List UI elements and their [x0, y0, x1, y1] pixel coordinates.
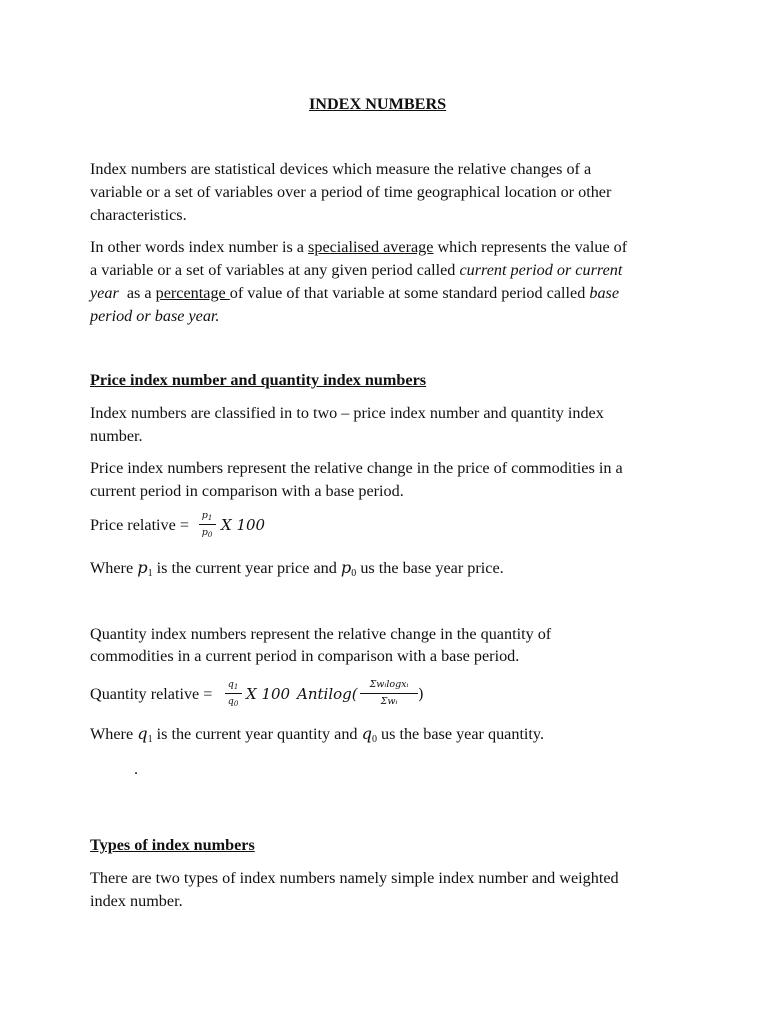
- quantity-numerator: $q_1$: [227, 679, 239, 691]
- definition-line-3: year as a percentage of value of that variable at some standard period called base: [90, 284, 620, 302]
- quantity-denominator: $q_0$: [227, 696, 239, 708]
- percentage-term: percentage: [155, 284, 230, 302]
- price-index-desc-line-1: Price index numbers represent the relative change in the price of commodities in a: [90, 459, 623, 477]
- price-where-line: Where $p_1$ is the current year price and $p_0$ us the base year price.: [90, 558, 504, 579]
- price-index-desc-line-2: current period in comparison with a base period.: [90, 482, 404, 500]
- section-heading-types: Types of index numbers: [90, 836, 255, 854]
- quantity-index-desc-line-2: commodities in a current period in comparison with a base period.: [90, 647, 520, 665]
- price-times-100: X 100: [221, 516, 266, 534]
- specialised-average-term: specialised average: [308, 238, 434, 256]
- price-numerator: $p_1$: [201, 510, 213, 522]
- intro-line-2: variable or a set of variables over a period of time geographical location or other: [90, 183, 612, 201]
- definition-line-4: period or base year.: [90, 307, 220, 325]
- stray-dot: .: [134, 760, 139, 778]
- antilog-numerator: Σwᵢlogxᵢ: [369, 679, 409, 690]
- quantity-times-100: X 100: [246, 685, 295, 703]
- definition-line-1: In other words index number is a specialised average which represents the value of: [90, 238, 628, 256]
- classified-line-2: number.: [90, 427, 143, 445]
- quantity-fraction-bar: [225, 693, 242, 694]
- intro-line-1: Index numbers are statistical devices which measure the relative changes of a: [90, 160, 592, 178]
- price-fraction-bar: [199, 524, 216, 525]
- section-heading-price-quantity: Price index number and quantity index numbers: [90, 371, 427, 389]
- quantity-relative-label: Quantity relative =: [90, 685, 213, 703]
- antilog-fraction-bar: [360, 693, 418, 694]
- classified-line-1: Index numbers are classified in to two – price index number and quantity index: [90, 404, 604, 422]
- quantity-index-desc-line-1: Quantity index numbers represent the relative change in the quantity of: [90, 625, 552, 643]
- antilog-close-paren: ): [418, 685, 424, 703]
- types-line-2: index number.: [90, 892, 183, 910]
- quantity-where-line: Where $q_1$ is the current year quantity and $q_0$ us the base year quantity.: [90, 724, 545, 745]
- page-title: INDEX NUMBERS: [309, 95, 447, 113]
- antilog-label: Antilog(: [297, 685, 358, 703]
- price-relative-label: Price relative =: [90, 516, 190, 534]
- types-line-1: There are two types of index numbers namely simple index number and weighted: [90, 869, 619, 887]
- antilog-denominator: Σwᵢ: [380, 696, 398, 707]
- intro-line-3: characteristics.: [90, 206, 187, 224]
- price-denominator: $p_0$: [201, 527, 213, 539]
- definition-line-2: a variable or a set of variables at any given period called current period or current: [90, 261, 623, 279]
